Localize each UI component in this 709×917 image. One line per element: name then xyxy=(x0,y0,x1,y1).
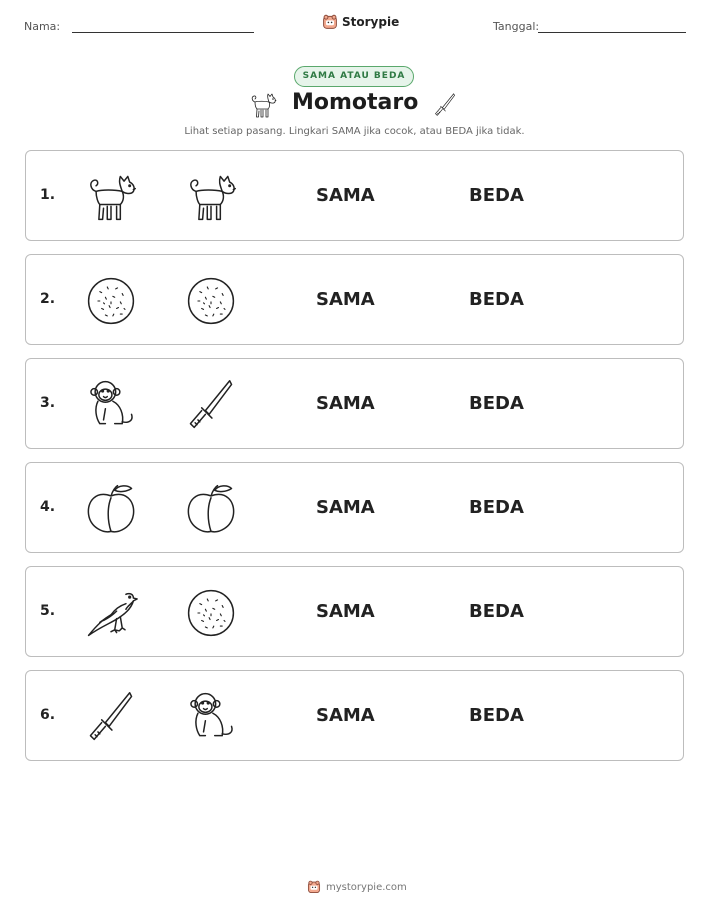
sama-option[interactable]: SAMA xyxy=(316,497,375,518)
instructions: Lihat setiap pasang. Lingkari SAMA jika cocok, atau BEDA jika tidak. xyxy=(184,126,525,137)
brand xyxy=(322,14,399,30)
question-number: 6. xyxy=(40,707,56,723)
question-number: 5. xyxy=(40,603,56,619)
beda-option[interactable]: BEDA xyxy=(469,185,524,206)
sama-option[interactable]: SAMA xyxy=(316,601,375,622)
monkey-icon xyxy=(83,377,139,433)
name-label: Nama: xyxy=(24,20,61,33)
dumpling-icon xyxy=(183,585,239,641)
dog-icon xyxy=(183,169,239,225)
dog-icon xyxy=(83,169,139,225)
dumpling-icon xyxy=(183,273,239,329)
pheasant-icon xyxy=(83,585,139,641)
peach-icon xyxy=(183,481,239,537)
sama-option[interactable]: SAMA xyxy=(316,289,375,310)
sama-option[interactable]: SAMA xyxy=(316,393,375,414)
sama-option[interactable]: SAMA xyxy=(316,185,375,206)
storypie-logo-icon xyxy=(307,880,321,894)
sword-icon xyxy=(83,689,139,745)
beda-option[interactable]: BEDA xyxy=(469,289,524,310)
monkey-icon xyxy=(183,689,239,745)
storypie-logo-icon xyxy=(322,14,338,30)
brand-name: Storypie xyxy=(342,15,400,29)
dog-icon xyxy=(248,90,278,120)
dumpling-icon xyxy=(83,273,139,329)
question-row xyxy=(25,358,684,449)
question-row xyxy=(25,150,684,241)
peach-icon xyxy=(83,481,139,537)
beda-option[interactable]: BEDA xyxy=(469,497,524,518)
question-row xyxy=(25,670,684,761)
beda-option[interactable]: BEDA xyxy=(469,705,524,726)
sama-option[interactable]: SAMA xyxy=(316,705,375,726)
beda-option[interactable]: BEDA xyxy=(469,601,524,622)
question-number: 4. xyxy=(40,499,56,515)
question-number: 3. xyxy=(40,395,56,411)
date-field[interactable] xyxy=(538,32,686,33)
footer xyxy=(307,880,407,894)
page-title: Momotaro xyxy=(292,90,419,115)
question-row xyxy=(25,566,684,657)
question-row xyxy=(25,254,684,345)
activity-badge: SAMA ATAU BEDA xyxy=(294,66,414,87)
question-number: 1. xyxy=(40,187,56,203)
question-number: 2. xyxy=(40,291,56,307)
name-field[interactable] xyxy=(72,32,254,33)
footer-url[interactable]: mystorypie.com xyxy=(326,881,407,893)
question-row xyxy=(25,462,684,553)
beda-option[interactable]: BEDA xyxy=(469,393,524,414)
date-label: Tanggal: xyxy=(493,20,540,33)
sword-icon xyxy=(432,92,458,118)
sword-icon xyxy=(183,377,239,433)
